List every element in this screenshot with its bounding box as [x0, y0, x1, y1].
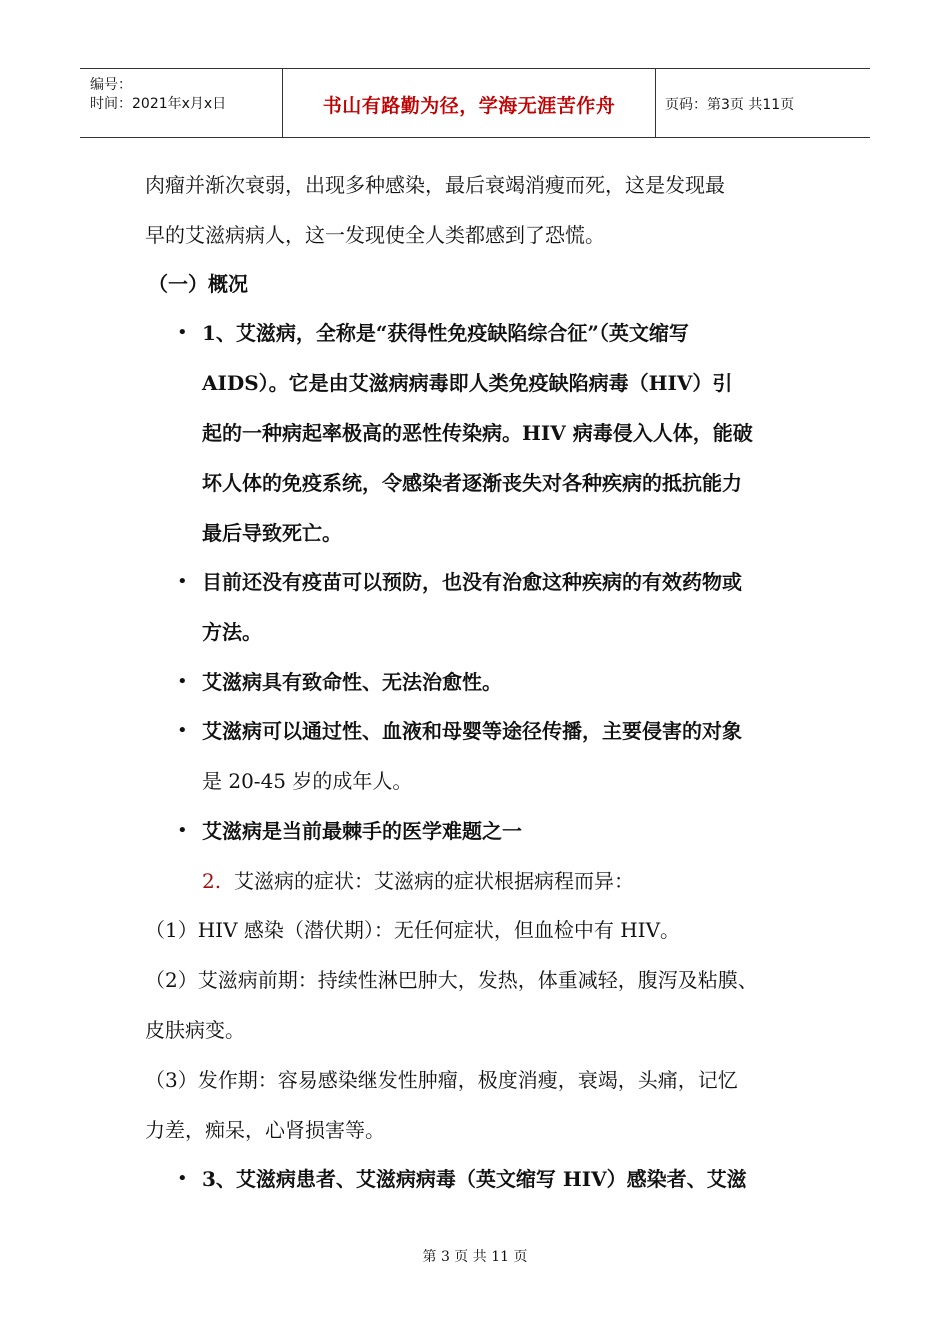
- symptom-item: （1）HIV 感染（潜伏期）：无任何症状，但血检中有 HIV。: [145, 918, 681, 942]
- document-date: 时间：2021年x月x日: [90, 96, 227, 112]
- bullet-icon: •: [177, 1168, 188, 1189]
- header-middle-cell: [282, 69, 656, 137]
- symptom-item: （3）发作期：容易感染继发性肿瘤，极度消瘦，衰竭，头痛，记忆: [145, 1068, 738, 1092]
- bullet-text: 目前还没有疫苗可以预防，也没有治愈这种疾病的有效药物或: [202, 570, 742, 594]
- bullet-text: AIDS）。它是由艾滋病病毒即人类免疫缺陷病毒（HIV）引: [202, 371, 733, 395]
- bullet-text: 最后导致死亡。: [202, 521, 342, 545]
- symptom-item: （2）艾滋病前期：持续性淋巴肿大，发热，体重减轻，腹泻及粘膜、: [145, 968, 758, 992]
- header-motto: 书山有路勤为径，学海无涯苦作舟: [322, 95, 616, 117]
- bullet-icon: •: [177, 671, 188, 692]
- header-left-cell: [80, 69, 282, 137]
- bullet-text: 是 20-45 岁的成年人。: [202, 769, 413, 793]
- bullet-text: 1、艾滋病，全称是“获得性免疫缺陷综合征”（英文缩写: [202, 321, 689, 345]
- header-right-cell: [655, 69, 870, 137]
- symptom-item: 皮肤病变。: [145, 1018, 245, 1042]
- intro-line: 肉瘤并渐次衰弱，出现多种感染，最后衰竭消瘦而死，这是发现最: [145, 173, 725, 197]
- section-heading: （一）概况: [148, 272, 248, 296]
- bullet-icon: •: [177, 322, 188, 343]
- page-header: [80, 68, 870, 138]
- bullet-icon: •: [177, 720, 188, 741]
- symptoms-heading: 艾滋病的症状：艾滋病的症状根据病程而异：: [234, 869, 634, 893]
- page-footer: 第 3 页 共 11 页: [422, 1249, 528, 1265]
- bullet-icon: •: [177, 571, 188, 592]
- bullet-text: 艾滋病具有致命性、无法治愈性。: [202, 670, 502, 694]
- bullet-text: 3、艾滋病患者、艾滋病病毒（英文缩写 HIV）感染者、艾滋: [202, 1167, 747, 1191]
- bullet-text: 起的一种病起率极高的恶性传染病。HIV 病毒侵入人体，能破: [202, 421, 753, 445]
- bullet-text: 方法。: [202, 620, 262, 644]
- intro-line: 早的艾滋病病人，这一发现使全人类都感到了恐慌。: [145, 223, 605, 247]
- bullet-text: 艾滋病是当前最棘手的医学难题之一: [202, 819, 522, 843]
- document-number-label: 编号：: [90, 77, 132, 93]
- list-number: 2.: [202, 869, 222, 893]
- bullet-text: 艾滋病可以通过性、血液和母婴等途径传播，主要侵害的对象: [202, 719, 742, 743]
- bullet-icon: •: [177, 820, 188, 841]
- symptom-item: 力差，痴呆，心肾损害等。: [145, 1118, 385, 1142]
- bullet-text: 坏人体的免疫系统，令感染者逐渐丧失对各种疾病的抵抗能力: [202, 471, 742, 495]
- header-page-info: 页码：第3页 共11页: [665, 97, 795, 113]
